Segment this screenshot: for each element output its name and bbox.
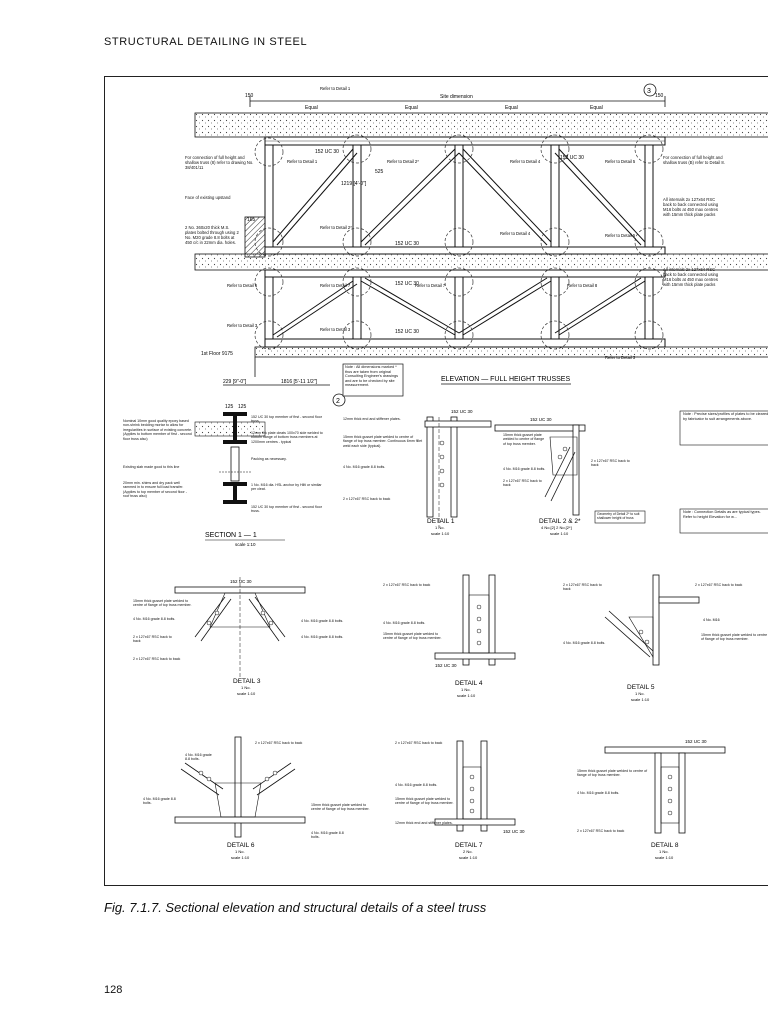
detail-note: 2 x 127x67 RSC back to back bbox=[383, 583, 431, 587]
note-text: 2 No. 360x20 thick M.S. plates bolted through using 2 No. M20 grade 8.8 bolts at 450 c/c in 22mm dia. holes. bbox=[185, 225, 239, 245]
detail-note: 4 No. M16 grade 8.8 bolts. bbox=[133, 617, 176, 621]
dim-text: 125 bbox=[238, 404, 247, 410]
refer-label: Refer to Detail 1 bbox=[287, 159, 318, 164]
detail-note: 2 x 127x67 RSC back to back bbox=[591, 459, 630, 468]
detail-title: DETAIL 4 bbox=[455, 680, 483, 687]
detail-8 bbox=[577, 739, 725, 860]
section-note: 1 No. M16 dia. HSL anchor by Hilti or similar per cleat. bbox=[251, 483, 322, 492]
detail-scale: scale 1:10 bbox=[237, 691, 256, 696]
member-label: 152 UC 30 bbox=[560, 155, 584, 161]
refer-label: Refer to Detail 3 bbox=[227, 323, 258, 328]
detail-scale: scale 1:10 bbox=[431, 531, 450, 536]
member-label: 152 UC 30 bbox=[395, 329, 419, 335]
detail-note: 15mm thick gusset plate welded to centre of flange of top truss member. Continuous 6mm fillet weld each side (typical). bbox=[343, 435, 423, 448]
detail-qty: 1 No. bbox=[635, 691, 645, 696]
detail-note: 4 No. M16 grade 8.8 bolts. bbox=[301, 635, 344, 639]
detail-title: DETAIL 7 bbox=[455, 842, 483, 849]
detail-qty: 1 No. bbox=[659, 849, 669, 854]
detail-title: DETAIL 6 bbox=[227, 842, 255, 849]
detail-note: 15mm thick gusset plate welded to centre of flange of top truss member. bbox=[503, 433, 545, 446]
elevation-drawing bbox=[185, 84, 768, 406]
detail-note: 15mm thick gusset plate welded to centre of flange of top truss member. bbox=[133, 599, 192, 608]
detail-note: 15mm thick gusset plate welded to centre of flange of top truss member. bbox=[577, 769, 648, 778]
detail-title: DETAIL 8 bbox=[651, 842, 679, 849]
detail-note: 2 x 127x67 RSC back to back bbox=[133, 657, 181, 661]
detail-note: 4 No. M16 grade 8.8 bolts. bbox=[503, 467, 546, 471]
page-number: 128 bbox=[104, 984, 123, 996]
dim-text: Equal bbox=[505, 105, 518, 111]
dim-text: Equal bbox=[590, 105, 603, 111]
detail-title: DETAIL 2 & 2* bbox=[539, 518, 581, 525]
section-note: Packing as necessary. bbox=[251, 457, 287, 461]
detail-note: 2 x 127x67 RSC back to back bbox=[563, 583, 602, 592]
detail-note: 4 No. M16 grade 8.8 bolts. bbox=[343, 465, 386, 469]
detail-note: 2 x 127x67 RSC back to back bbox=[695, 583, 743, 587]
detail-qty: 4 No.[2] 2 No.[2*] bbox=[541, 525, 572, 530]
dim-text: 1219 [4'-0"] bbox=[341, 181, 367, 187]
dim-text: 125 bbox=[225, 404, 234, 410]
refer-label: Refer to Detail 3 bbox=[320, 327, 351, 332]
section-title: SECTION 1 — 1 bbox=[205, 532, 257, 539]
section-note: Existing slab made good to this line bbox=[123, 465, 180, 469]
detail-3 bbox=[133, 577, 351, 696]
running-title: STRUCTURAL DETAILING IN STEEL bbox=[104, 36, 308, 48]
dim-text: Equal bbox=[405, 105, 418, 111]
detail-4 bbox=[383, 575, 515, 698]
refer-label: Refer to Detail 2* bbox=[387, 159, 419, 164]
detail-note: 4 No. M16 grade 8.8 bolts. bbox=[311, 831, 344, 840]
detail-5 bbox=[563, 575, 768, 702]
detail-note: 2 x 127x67 RSC back to back bbox=[133, 635, 172, 644]
member-label: 152 UC 30 bbox=[685, 739, 707, 744]
detail-note: 15mm thick gusset plate welded to centre of flange of top truss member. bbox=[395, 797, 454, 806]
detail-1 bbox=[343, 409, 491, 536]
detail-note: 4 No. M16 grade 8.8 bolts. bbox=[563, 641, 606, 645]
detail-note: 2 x 127x67 RSC back to back bbox=[395, 741, 443, 745]
detail-scale: scale 1:10 bbox=[459, 855, 478, 860]
refer-label: Refer to Detail 7 bbox=[320, 283, 351, 288]
detail-note: 4 No. M16 grade 8.8 bolts. bbox=[577, 791, 620, 795]
detail-qty: 1 No. bbox=[461, 687, 471, 692]
detail-scale: scale 1:10 bbox=[231, 855, 250, 860]
refer-label: Refer to Detail 4 bbox=[500, 231, 531, 236]
detail-note: 15mm thick gusset plate welded to centre of flange of top truss member. bbox=[701, 633, 768, 642]
note-text: All internals 2x 127x64 RSC back to back connected using M16 bolts at 450 max centres with 15mm thick plate packs bbox=[663, 267, 719, 287]
detail-7 bbox=[395, 741, 525, 860]
note-text: Face of existing upstand bbox=[185, 195, 231, 200]
detail-qty: 1 No. bbox=[235, 849, 245, 854]
detail-scale: scale 1:10 bbox=[550, 531, 569, 536]
elevation-note: Note : All dimensions marked * thus are taken from original Consulting Engineer's drawings and are to be checked by site measurement. bbox=[345, 365, 399, 388]
section-note: Nominal 10mm good quality epoxy based non-shrink bedding mortar to allow for irregularities in surface of existing concrete. (Applies to bottom member of first - second floor truss also) bbox=[123, 419, 193, 441]
right-note: Note : Precise sizes/profiles of plates to be cleared by fabricator to suit arrangements above. bbox=[683, 412, 768, 421]
detail-6 bbox=[143, 737, 371, 860]
detail-note: 12mm thick end and stiffener plates. bbox=[343, 417, 401, 421]
detail-note: 2 x 127x67 RSC back to back bbox=[255, 741, 303, 745]
drawing-sheet bbox=[104, 76, 768, 886]
right-note: Note : Connection Details as are typical types. Refer to height Elevation for w... bbox=[683, 510, 761, 519]
detail-title: DETAIL 3 bbox=[233, 678, 261, 685]
refer-label: Refer to Detail 6 bbox=[227, 283, 258, 288]
dim-text: 150 bbox=[655, 93, 664, 99]
detail-note: 4 No. M16 grade 8.8 bolts. bbox=[185, 753, 212, 762]
refer-label: Refer to Detail 4 bbox=[510, 159, 541, 164]
detail-note: 15mm thick gusset plate welded to centre of flange of top truss member. bbox=[311, 803, 370, 812]
detail-scale: scale 1:10 bbox=[631, 697, 650, 702]
member-label: 152 UC 30 bbox=[503, 829, 525, 834]
grid-ref: 3 bbox=[647, 88, 651, 95]
figure-caption: Fig. 7.1.7. Sectional elevation and structural details of a steel truss bbox=[104, 900, 487, 915]
section-note: 152 UC 30 top member of first - second floor truss. bbox=[251, 505, 322, 514]
member-label: 152 UC 30 bbox=[395, 281, 419, 287]
detail-note: 4 No. M16 grade 8.8 bolts. bbox=[301, 619, 344, 623]
detail-qty: 2 No. bbox=[463, 849, 473, 854]
detail-title: DETAIL 1 bbox=[427, 518, 455, 525]
member-label: 152 UC 30 bbox=[451, 409, 473, 414]
member-label: 152 UC 30 bbox=[395, 241, 419, 247]
detail-note: 4 No. M16 grade 8.8 bolts. bbox=[383, 621, 426, 625]
detail-title: DETAIL 5 bbox=[627, 684, 655, 691]
member-label: 152 UC 30 bbox=[230, 579, 252, 584]
member-label: 152 UC 30 bbox=[530, 417, 552, 422]
detail-scale: scale 1:10 bbox=[655, 855, 674, 860]
elevation-title: ELEVATION — FULL HEIGHT TRUSSES bbox=[441, 376, 571, 383]
detail-note: 2 x 127x67 RSC back to back bbox=[343, 497, 391, 501]
refer-label: Refer to Detail 5 bbox=[605, 159, 636, 164]
detail-2 bbox=[495, 417, 645, 536]
refer-label: Refer to Detail 7 bbox=[415, 283, 446, 288]
section-note: 152 UC 30 top member of first - second floor truss. bbox=[251, 415, 322, 424]
detail-qty: 1 No. bbox=[241, 685, 251, 690]
dim-text: 229 [9"-0"] bbox=[223, 379, 247, 385]
detail-note: 4 No. M16 grade 8.8 bolts. bbox=[395, 783, 438, 787]
refer-label: Refer to Detail 1 bbox=[320, 86, 351, 91]
member-label: 152 UC 30 bbox=[315, 149, 339, 155]
technical-drawing bbox=[105, 77, 768, 885]
detail-note: Geometry of Detail 2* to suit shallower height of truss bbox=[597, 512, 640, 521]
detail-note: 2 x 127x67 RSC back to back bbox=[577, 829, 625, 833]
dim-text: 150 bbox=[245, 93, 254, 99]
refer-label: Refer to Detail 2* bbox=[320, 225, 352, 230]
member-label: 152 UC 30 bbox=[435, 663, 457, 668]
note-text: For connection of full height and shallow truss (B) refer to Detail 8. bbox=[663, 155, 725, 165]
note-text: All internals 2x 127x64 RSC back to back connected using M16 bolts at 450 max centres with 15mm thick plate packs bbox=[663, 197, 719, 217]
detail-scale: scale 1:10 bbox=[457, 693, 476, 698]
dim-text: 165 bbox=[247, 217, 256, 223]
detail-note: 2 x 127x67 RSC back to back bbox=[503, 479, 542, 488]
detail-note: 4 No. M16 grade 8.8 bolts. bbox=[143, 797, 176, 806]
detail-scale: scale 1:10 bbox=[235, 542, 256, 547]
grid-ref: 2 bbox=[336, 398, 340, 405]
detail-note: 4 No. M16 bbox=[703, 618, 720, 622]
section-1-1 bbox=[123, 404, 323, 547]
section-note: 12mm thk plate cleats 100x70 side welded to bottom flange of bottom truss members at 1200mm centres - typical bbox=[251, 431, 323, 444]
refer-label: Refer to Detail 5 bbox=[605, 233, 636, 238]
detail-qty: 1 No. bbox=[435, 525, 445, 530]
dim-text: 1816 [5'-11 1/2"] bbox=[281, 379, 317, 385]
refer-label: Refer to Detail 3 bbox=[605, 355, 636, 360]
dim-text: Equal bbox=[305, 105, 318, 111]
dim-text: 525 bbox=[375, 169, 384, 175]
detail-note: 12mm thick end and stiffener plates. bbox=[395, 821, 453, 825]
dim-text: Site dimension bbox=[440, 94, 473, 100]
floor-level: 1st Floor 9175 bbox=[201, 351, 233, 357]
detail-note: 15mm thick gusset plate welded to centre of flange of top truss member. bbox=[383, 632, 442, 641]
section-note: 20mm min. shims and dry pack well rammed in to ensure full load transfer. (Applies to top member of second floor - roof truss also) bbox=[123, 481, 187, 499]
refer-label: Refer to Detail 8 bbox=[567, 283, 598, 288]
note-text: For connection of full height and shallow truss (8) refer to drawing No. 38/401/11 bbox=[185, 155, 254, 170]
